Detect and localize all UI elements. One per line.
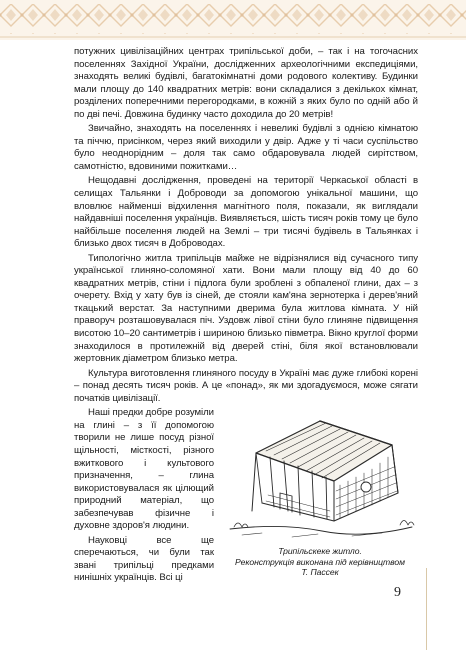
caption-title: Трипільскеке житло. — [278, 546, 362, 557]
paragraph-large-dwellings: потужних цивілізаційних центрах трипільської доби, – так і на тогочасних поселеннях Західної України, дослідженних археологічними експедиціями, знаходять великі будівлі, багатокімнатні доми родового колективу. Будинки мали площу до 140 квадратних метрів: вони складалися з декількох кімнат, розділених поперечними перегородками, в кожній з яких було по одній або й по дві печі. Довжина будинку часто доходила до 20 метрів! — [74, 46, 418, 120]
caption-author: Т. Пассек — [301, 567, 339, 578]
figure-caption — [222, 546, 418, 578]
dwelling-figure — [222, 411, 418, 587]
paragraph-scientists-debate: Науковці все ще сперечаються, чи були так звані трипільці предками нинішніх українців. Всі ці — [74, 534, 214, 584]
paragraph-small-dwellings: Звичайно, знаходять на поселеннях і невеликі будівлі з однією кімнатою та піччю, присінком, через який виходили у двір. Адже у ті часи суспільство було неоднорідним – доля так само обдаровувала людей сирітством, самотністю, вдовиними пожитками… — [74, 123, 418, 172]
paragraph-clay-healing: Наші предки добре розуміли на глині – з її допомогою творили не лише посуд різної щільності, місткості, різного вжиткового і культового призначення, – глина використовувалася як цілющий природний матеріал, що забезпечував фізичне і духовне здоров'я людини. — [74, 407, 214, 532]
main-text-column — [74, 46, 418, 589]
paragraph-dwelling-typology: Типологічно житла трипільців майже не відрізнялися від сучасного типу української глиняно-соломяної хати. Вони мали площу від 40 до 60 квадратних метрів, стіни і підлога були зроблені з обпаленої глини, дах – з очерету. Вхід у хату був із сіней, де стояли кам'яна зернотерка і дерев'яний ткацький верстат. За наступними дверима була житлова кімната. У ній праворуч розташовувалася піч. Уздовж лівої стіни було глиняне підвищення висотою 10–20 сантиметрів і шириною близько півметра. Вікно круглої форми знаходилося в протилежній від дверей стіні, біля якої встановлювали жертовник діаметром близько метра. — [74, 252, 418, 365]
page-number: 9 — [394, 585, 401, 600]
caption-credit-line: Реконструкція виконана під керівництвом — [235, 556, 405, 567]
page-edge-rule — [426, 568, 427, 650]
trypillian-dwelling-illustration — [222, 411, 418, 543]
paragraph-pottery-culture: Культура виготовлення глиняного посуду в Україні має дуже глибокі корені – понад десять тисяч років. А це «понад», як ми здогадуємося, може сягати початків цивілізації. — [74, 367, 418, 404]
top-ornament-border — [0, 0, 466, 40]
paragraph-recent-research: Нещодавні дослідження, проведені на території Черкаської області в селищах Тальянки і Доброводи за допомогою унікальної машини, що вловлює найменші відхилення магнітного поля, показали, як виглядали найдавніші поселення українців. Виявляється, шість тисяч років тому це було найбільше поселення людей на Землі – три тисячі будівель в Тальянках і близько двох тисяч в Доброводах. — [74, 175, 418, 250]
